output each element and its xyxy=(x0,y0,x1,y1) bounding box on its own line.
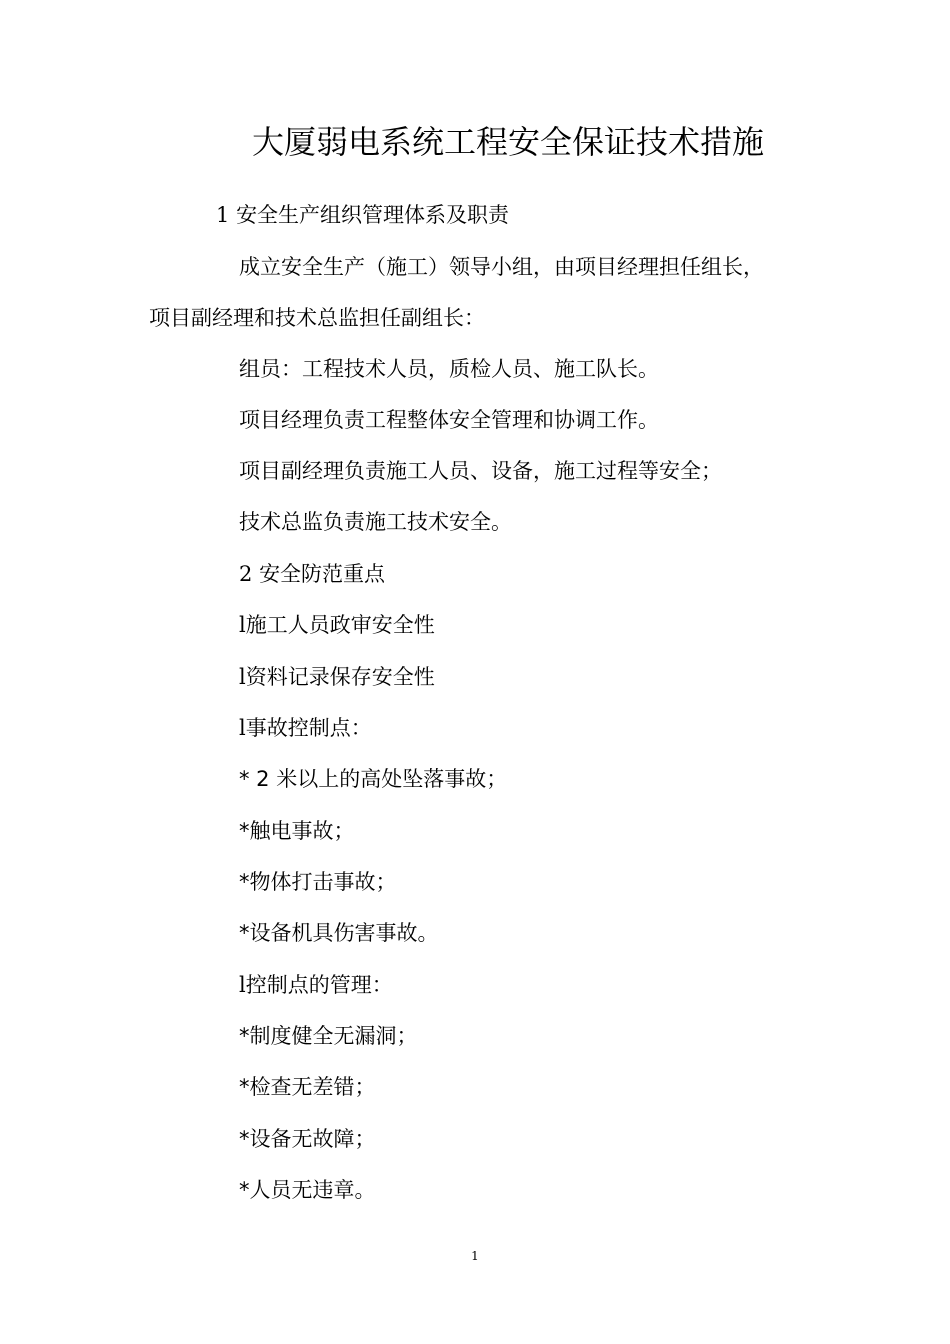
section-1-heading xyxy=(216,200,509,230)
control-item: *设备无故障； xyxy=(239,1127,376,1151)
control-item: *制度健全无漏洞； xyxy=(239,1024,418,1048)
org-paragraph-line-1: 成立安全生产（施工）领导小组，由项目经理担任组长， xyxy=(239,255,764,279)
bullet-marker: l xyxy=(239,665,246,689)
list-item-text: 施工人员政审安全性 xyxy=(245,613,435,637)
section-1-heading-text: 安全生产组织管理体系及职责 xyxy=(236,203,510,227)
list-item xyxy=(239,610,435,640)
duty-project-manager: 项目经理负责工程整体安全管理和协调工作。 xyxy=(239,408,659,432)
list-item-text: 控制点的管理： xyxy=(245,973,393,997)
list-item-text: 资料记录保存安全性 xyxy=(245,665,435,689)
accident-item: *物体打击事故； xyxy=(239,870,397,894)
page-number: 1 xyxy=(471,1249,479,1263)
accident-item: *设备机具伤害事故。 xyxy=(239,921,439,945)
list-item xyxy=(239,713,372,743)
control-item: *人员无违章。 xyxy=(239,1178,376,1202)
bullet-marker: l xyxy=(239,716,246,740)
accident-item: *触电事故； xyxy=(239,819,355,843)
section-2-heading xyxy=(239,559,385,589)
bullet-marker: l xyxy=(239,613,246,637)
bullet-marker: l xyxy=(239,973,246,997)
list-item-text: 事故控制点： xyxy=(245,716,372,740)
section-1-number: 1 xyxy=(216,203,230,227)
duty-technical-director: 技术总监负责施工技术安全。 xyxy=(239,510,512,534)
duty-deputy-manager: 项目副经理负责施工人员、设备，施工过程等安全； xyxy=(239,459,722,483)
accident-item: * 2 米以上的高处坠落事故； xyxy=(239,767,508,791)
section-2-heading-text: 安全防范重点 xyxy=(259,562,386,586)
list-item xyxy=(239,970,393,1000)
control-item: *检查无差错； xyxy=(239,1075,376,1099)
members-line: 组员：工程技术人员，质检人员、施工队长。 xyxy=(239,357,659,381)
document-title: 大厦弱电系统工程安全保证技术措施 xyxy=(251,123,764,161)
list-item xyxy=(239,662,435,692)
section-2-number: 2 xyxy=(239,562,253,586)
org-paragraph-line-2: 项目副经理和技术总监担任副组长： xyxy=(149,306,485,330)
